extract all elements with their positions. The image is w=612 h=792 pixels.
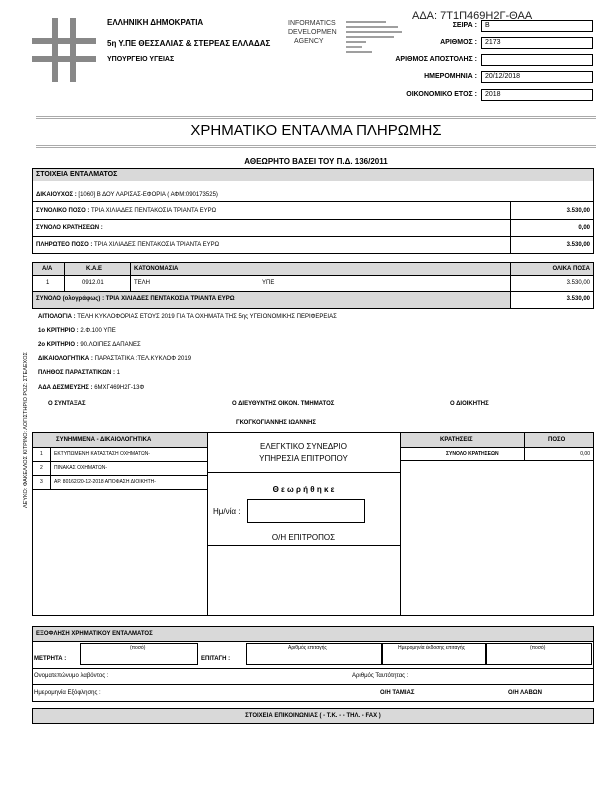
row-name2: ΥΠΕ	[262, 280, 275, 286]
ada-commit-label: ΑΔΑ ΔΕΣΜΕΥΣΗΣ :	[38, 385, 93, 391]
count-label: ΠΛΗΘΟΣ ΠΑΡΑΣΤΑΤΙΚΩΝ :	[38, 370, 115, 376]
audit-line2: ΥΠΗΡΕΣΙΑ ΕΠΙΤΡΟΠΟΥ	[259, 454, 348, 463]
recipient-label: Ονοματεπώνυμο λαβόντος :	[34, 673, 109, 679]
attachment-no: 1	[40, 451, 43, 457]
items-col	[510, 262, 511, 309]
org-line3: ΥΠΟΥΡΓΕΙΟ ΥΓΕΙΑΣ	[107, 56, 175, 63]
payable-label: ΠΛΗΡΩΤΕΟ ΠΟΣΟ :	[36, 242, 93, 248]
crit1-value: 2.Φ.100 ΥΠΕ	[80, 328, 116, 334]
attachment-text: ΕΚΤΥΠΩΜΕΝΗ ΚΑΤΑΣΤΑΣΗ ΟΧΗΜΑΤΩΝ-	[54, 451, 150, 457]
total-label: ΣΥΝΟΛΙΚΟ ΠΟΣΟ :	[36, 208, 90, 214]
reason-label: ΑΙΤΙΟΛΟΓΙΑ :	[38, 314, 76, 320]
stamp-line3: AGENCY	[294, 38, 324, 45]
signature-director: Ο ΔΙΕΥΘΥΝΤΗΣ ΟΙΚΟΝ. ΤΜΗΜΑΤΟΣ	[232, 401, 335, 407]
attachments-divider	[32, 489, 207, 490]
deductions-col	[524, 432, 525, 460]
details-title: ΣΤΟΙΧΕΙΑ ΕΝΤΑΛΜΑΤΟΣ	[36, 171, 118, 178]
count-value: 1	[116, 370, 120, 376]
attachments-title: ΣΥΝΗΜΜΕΝΑ - ΔΙΚΑΙΟΛΟΓΗΤΙΚΑ	[56, 437, 152, 443]
stamp-fine-print	[346, 20, 404, 54]
cashier-label: Ο/Η ΤΑΜΙΑΣ	[380, 690, 415, 696]
attachment-text: ΑΡ. 80162/20-12-2018 ΑΠΟΦΑΣΗ ΔΙΟΙΚΗΤΗ-	[54, 479, 156, 485]
crit2-value: 90.ΛΟΙΠΕΣ ΔΑΠΑΝΕΣ	[80, 342, 141, 348]
payable-amount: 3.530,00	[566, 242, 590, 248]
payable-row	[36, 242, 219, 248]
deductions-divider	[400, 447, 594, 448]
settlement-divider	[32, 668, 594, 669]
audit-divider	[207, 545, 400, 546]
total-amount: 3.530,00	[566, 208, 590, 214]
administrator-name: ΓΚΟΓΚΟΓΙΑΝΝΗΣ ΙΩΑΝΝΗΣ	[236, 420, 316, 426]
title-rule-bottom	[36, 145, 596, 148]
items-total-label	[36, 296, 235, 302]
crit2-label: 2ο ΚΡΙΤΗΡΙΟ :	[38, 342, 79, 348]
deductions-header-name: ΚΡΑΤΗΣΕΙΣ	[440, 437, 473, 443]
row-aa: 1	[46, 280, 50, 286]
details-divider	[32, 236, 594, 237]
attachments-col	[50, 447, 51, 489]
col-header-aa: Α/Α	[42, 266, 53, 272]
cheque-no-hint: Αριθμός επιταγής	[288, 645, 327, 651]
field-label: ΟΙΚΟΝΟΜΙΚΟ ΕΤΟΣ :	[406, 91, 477, 98]
cross-logo	[32, 18, 96, 82]
attachments-divider	[32, 461, 207, 462]
row-kae: 0912.01	[82, 280, 104, 286]
field-value: Β	[485, 22, 490, 29]
beneficiary-row	[36, 192, 218, 198]
crit1-row	[38, 328, 116, 334]
field-value: 2018	[485, 91, 501, 98]
crit1-label: 1ο ΚΡΙΤΗΡΙΟ :	[38, 328, 79, 334]
deductions-header-amount: ΠΟΣΟ	[548, 437, 566, 443]
audit-line1: ΕΛΕΓΚΤΙΚΟ ΣΥΝΕΔΡΙΟ	[260, 442, 347, 451]
ada-number: ΑΔΑ: 7Τ1Π469Η2Γ-ΘΑΑ	[412, 10, 533, 22]
field-value: 20/12/2018	[485, 73, 521, 80]
page-subtitle: ΑΘΕΩΡΗΤΟ ΒΑΣΕΙ ΤΟΥ Π.Δ. 136/2011	[244, 157, 388, 166]
field-value: 2173	[485, 39, 501, 46]
items-col	[130, 262, 131, 291]
stamp-line2: DEVELOPMEN	[288, 29, 337, 36]
items-total-caption: ΣΥΝΟΛΟ (ολογράφως) :	[36, 296, 105, 302]
side-copy-legend: ΛΕΥΚΟ: ΦΑΚΕΛΛΟΣ ΚΙΤΡΙΝΟ: ΛΟΓΙΣΤΗΡΙΟ ΡΟΖ: ΣΤΕΛΕΧΟΣ	[23, 352, 29, 508]
stamp-line1: INFORMATICS	[288, 20, 336, 27]
cash-amount-hint: (ποσό)	[130, 645, 146, 651]
audit-date-label: Ημ/νία :	[213, 507, 241, 516]
deductions-amount: 0,00	[578, 225, 590, 231]
field-label: ΑΡΙΘΜΟΣ :	[440, 39, 477, 46]
settlement-divider	[32, 684, 594, 685]
deductions-divider	[400, 460, 594, 461]
col-header-name: ΚΑΤΟΝΟΜΑΣΙΑ	[134, 266, 179, 272]
row-name: ΤΕΛΗ	[134, 280, 151, 286]
reason-value: ΤΕΛΗ ΚΥΚΛΟΦΟΡΙΑΣ ΕΤΟΥΣ 2019 ΓΙΑ ΤΑ ΟΧΗΜΑΤΑ ΤΗΣ 5ης ΥΓΕΙΟΝΟΜΙΚΗΣ ΠΕΡΙΦΕΡΕΙΑΣ	[77, 314, 337, 320]
docs-value: ΠΑΡΑΣΤΑΤΙΚΑ :ΤΕΛ.ΚΥΚΛΟΦ 2019	[94, 356, 192, 362]
deductions-total-value: 0,00	[580, 451, 590, 457]
receiver-label: Ο/Η ΛΑΒΩΝ	[508, 690, 542, 696]
col-header-kae: Κ.Α.Ε	[86, 266, 103, 272]
field-value-box	[481, 20, 593, 32]
attachments-divider	[32, 475, 207, 476]
details-col-divider	[510, 201, 511, 254]
col-header-amount: ΟΛΙΚΑ ΠΟΣΑ	[552, 266, 590, 272]
title-rule-top	[36, 116, 596, 119]
docs-row	[38, 356, 191, 362]
items-total-words: ΤΡΙΑ ΧΙΛΙΑΔΕΣ ΠΕΝΤΑΚΟΣΙΑ ΤΡΙΑΝΤΑ ΕΥΡΩ	[105, 296, 235, 302]
attachments-divider	[32, 447, 207, 448]
cheque-label: ΕΠΙΤΑΓΗ :	[201, 656, 231, 662]
audit-checked: Θ ε ω ρ ή θ η κ ε	[272, 485, 335, 494]
page-title: ΧΡΗΜΑΤΙΚΟ ΕΝΤΑΛΜΑ ΠΛΗΡΩΜΗΣ	[190, 122, 442, 139]
settlement-divider	[32, 641, 594, 642]
paid-date-label: Ημερομηνία Εξόφλησης :	[34, 690, 101, 696]
reason-row	[38, 314, 337, 320]
items-header	[33, 263, 593, 275]
deductions-label: ΣΥΝΟΛΟ ΚΡΑΤΗΣΕΩΝ :	[36, 225, 103, 231]
audit-commissioner: Ο/Η ΕΠΙΤΡΟΠΟΣ	[271, 533, 336, 542]
attachment-text: ΠΙΝΑΚΑΣ ΟΧΗΜΑΤΩΝ-	[54, 465, 108, 471]
details-divider	[32, 219, 594, 220]
audit-divider	[207, 472, 400, 473]
signature-administrator: Ο ΔΙΟΙΚΗΤΗΣ	[450, 401, 489, 407]
beneficiary-label: ΔΙΚΑΙΟΥΧΟΣ :	[36, 192, 77, 198]
total-words: ΤΡΙΑ ΧΙΛΙΑΔΕΣ ΠΕΝΤΑΚΟΣΙΑ ΤΡΙΑΝΤΑ ΕΥΡΩ	[91, 208, 217, 214]
contact-text: ΣΤΟΙΧΕΙΑ ΕΠΙΚΟΙΝΩΝΙΑΣ ( - Τ.Κ. - - ΤΗΛ. - FAX )	[245, 713, 381, 719]
attachment-no: 3	[40, 479, 43, 485]
cash-label: ΜΕΤΡΗΤΑ :	[34, 656, 67, 662]
total-row	[36, 208, 216, 214]
payable-words: ΤΡΙΑ ΧΙΛΙΑΔΕΣ ΠΕΝΤΑΚΟΣΙΑ ΤΡΙΑΝΤΑ ΕΥΡΩ	[93, 242, 220, 248]
settlement-title: ΕΞΟΦΛΗΣΗ ΧΡΗΜΑΤΙΚΟΥ ΕΝΤΑΛΜΑΤΟΣ	[36, 631, 153, 637]
field-label: ΣΕΙΡΑ :	[452, 22, 477, 29]
cheque-amount-hint: (ποσό)	[530, 645, 546, 651]
count-row	[38, 370, 120, 376]
org-line1: ΕΛΛΗΝΙΚΗ ΔΗΜΟΚΡΑΤΙΑ	[107, 18, 204, 27]
field-value-box	[481, 54, 593, 66]
id-label: Αριθμός Ταυτότητας :	[352, 673, 409, 679]
ada-commit-value: 6ΜΧΓ469Η2Γ-13Φ	[94, 385, 145, 391]
row-amount: 3.530,00	[566, 280, 590, 286]
signature-author: Ο ΣΥΝΤΑΞΑΣ	[48, 401, 86, 407]
items-col	[64, 262, 65, 291]
ada-commit-row	[38, 385, 144, 391]
audit-date-input[interactable]	[247, 499, 365, 523]
field-label: ΑΡΙΘΜΟΣ ΑΠΟΣΤΟΛΗΣ :	[395, 56, 477, 63]
field-label: ΗΜΕΡΟΜΗΝΙΑ :	[424, 73, 477, 80]
org-line2: 5η Υ.ΠΕ ΘΕΣΣΑΛΙΑΣ & ΣΤΕΡΕΑΣ ΕΛΛΑΔΑΣ	[107, 39, 271, 48]
items-total-amount: 3.530,00	[566, 296, 590, 302]
beneficiary-value: [1060] Β ΔΟΥ ΛΑΡΙΣΑΣ-ΕΦΟΡΙΑ ( ΑΦΜ:090173525)	[78, 192, 218, 198]
attachment-no: 2	[40, 465, 43, 471]
deductions-total-label: ΣΥΝΟΛΟ ΚΡΑΤΗΣΕΩΝ	[446, 451, 499, 457]
cheque-date-hint: Ημερομηνία έκδοσης επιταγής	[398, 645, 466, 651]
crit2-row	[38, 342, 141, 348]
docs-label: ΔΙΚΑΙΟΛΟΓΗΤΙΚΑ :	[38, 356, 93, 362]
